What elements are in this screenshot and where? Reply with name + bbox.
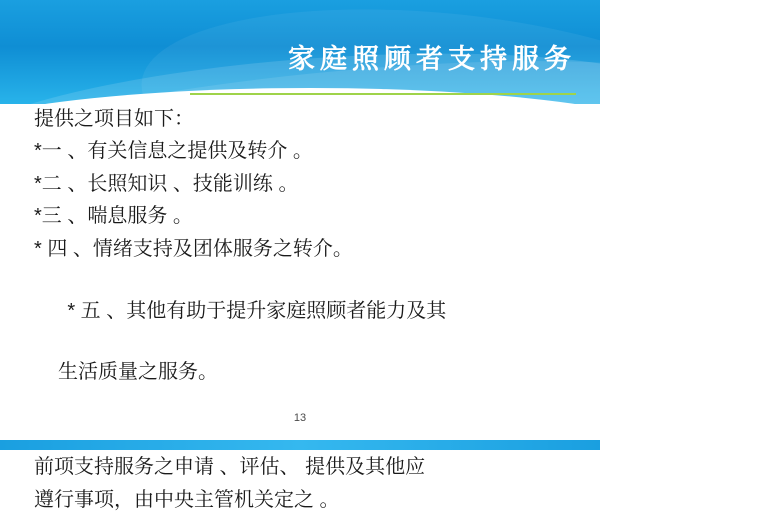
page-number: 13 bbox=[293, 412, 307, 424]
body-line: *三 、喘息服务 。 bbox=[34, 205, 193, 228]
footer-bar bbox=[0, 440, 600, 450]
slide-title: 家庭照顾者支持服务 bbox=[288, 44, 576, 74]
paragraph-line: 前项支持服务之申请 、评估、 提供及其他应 bbox=[34, 456, 426, 479]
body-line: * 四 、情绪支持及团体服务之转介。 bbox=[34, 237, 353, 260]
body-line-continuation: 生活质量之服务。 bbox=[58, 361, 218, 384]
body-line: *一 、有关信息之提供及转介 。 bbox=[34, 140, 313, 163]
paragraph-line: 遵行事项，由中央主管机关定之 。 bbox=[34, 489, 340, 512]
body-line: *二 、长照知识 、技能训练 。 bbox=[34, 172, 299, 195]
title-underline bbox=[190, 93, 576, 95]
slide-body bbox=[34, 104, 574, 516]
body-line-text: * 五 、其他有助于提升家庭照顾者能力及其 bbox=[67, 300, 447, 323]
body-line: 提供之项目如下： bbox=[34, 108, 194, 130]
